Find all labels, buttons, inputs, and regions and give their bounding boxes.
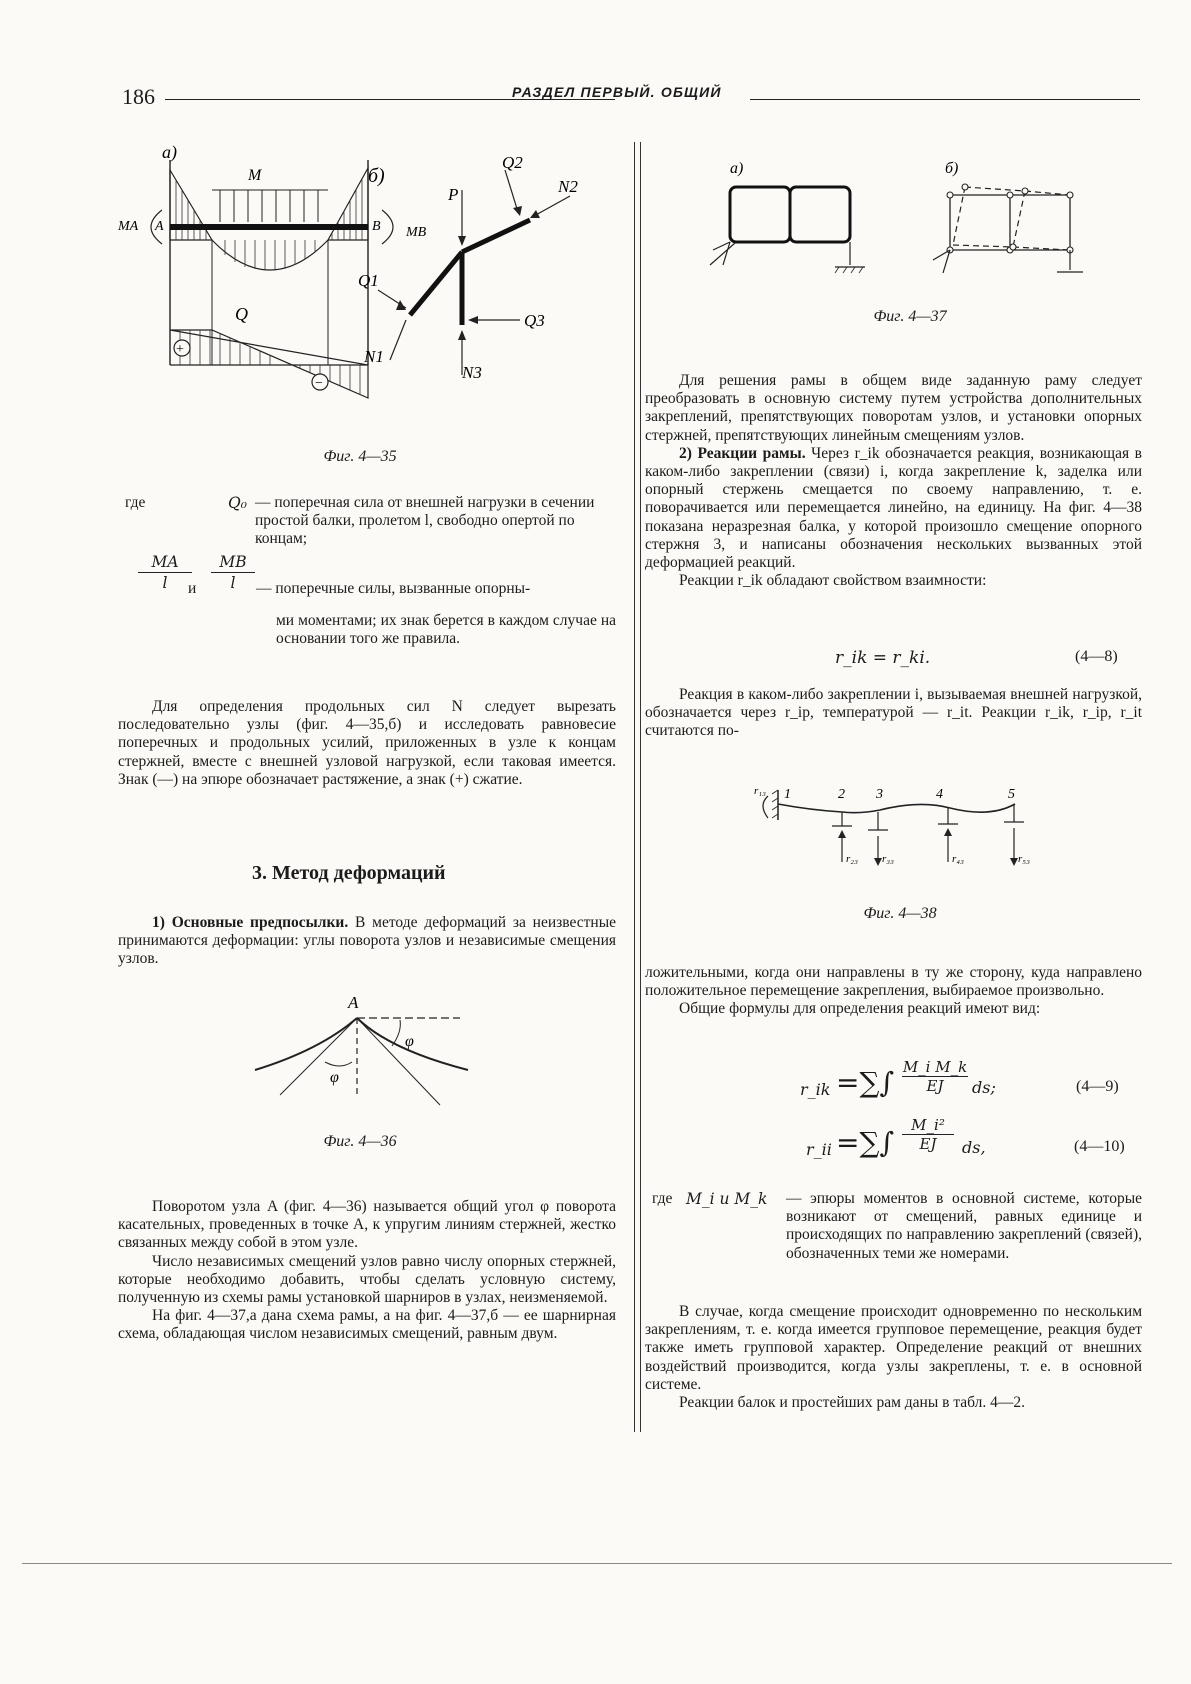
section-title: 3. Метод деформаций [252, 862, 446, 884]
para-fig37-text: На фиг. 4—37,а дана схема рамы, а на фиг. 4—37,б — ее шарнирная схема, обладающая числом независимых смещений, равным двум. [118, 1307, 616, 1343]
fig35-M: M [248, 167, 262, 184]
reactions-heading: 2) Реакции рамы. [679, 444, 806, 462]
fig38-node-3: 3 [876, 787, 883, 802]
eq9-numerator: M_i M_k [902, 1058, 968, 1076]
fig35-label-b: б) [368, 165, 385, 187]
frac-definition-rest: ми моментами; их знак берется в каждом случае на основании того же правила. [276, 612, 616, 648]
eq9-lhs: r_ik [800, 1080, 831, 1099]
figure-4-37 [695, 155, 1115, 295]
fig35-caption: Фиг. 4—35 [323, 448, 397, 465]
equation-4-8: r_ik = r_ki. [835, 648, 931, 668]
para-N-text: Для определения продольных сил N следует вырезать последовательно узлы (фиг. 4—35,б) и исследовать равновесие поперечных и продольных усилий, приложенных в узле к концам стержней, вместе с внешней узловой нагрузкой, если таковая имеется. Знак (—) на эпюре обозначает растяжение, а знак (+) сжатие. [118, 698, 616, 788]
paragraph-positive [645, 964, 1142, 1019]
mi-mk-symbols: M_i и M_k [686, 1190, 768, 1208]
paragraph-solve [645, 372, 1142, 590]
figure-4-36 [240, 990, 480, 1110]
frac2-bar [211, 572, 255, 573]
q0-symbol: Q₀ [228, 494, 247, 512]
fig36-A: A [348, 993, 359, 1012]
fig35-N1: N1 [364, 347, 384, 366]
fig35-MA: MA [118, 219, 139, 234]
equation-4-8-number: (4—8) [1075, 648, 1118, 665]
reciprocity-text: Реакции r_ik обладают свойством взаимности: [679, 572, 987, 590]
fig35-Q: Q [235, 304, 248, 324]
eq10-tail: ds, [962, 1138, 986, 1157]
fig38-node-2: 2 [838, 787, 845, 802]
figure-4-38 [750, 780, 1050, 890]
fig38-node-1: 1 [784, 787, 791, 802]
eq10-fraction [902, 1116, 954, 1153]
running-head: РАЗДЕЛ ПЕРВЫЙ. ОБЩИЙ [512, 84, 722, 100]
header-rule-right [750, 99, 1140, 100]
frac-definition-line1: — поперечные силы, вызванные опорны- [256, 580, 531, 597]
fig35-B: B [372, 219, 381, 234]
eq9-number: (4—9) [1076, 1078, 1119, 1095]
q0-definition: — поперечная сила от внешней нагрузки в сечении простой балки, пролетом l, свободно опертой по концам; [255, 494, 595, 548]
fig37-caption: Фиг. 4—37 [873, 308, 947, 325]
para-solve-text: Для решения рамы в общем виде заданную раму следует преобразовать в основную систему путем устройства дополнительных закреплений, препятствующих поворотам узлов, и установки опорных стержней, препятствующих линейным смещениям узлов. [645, 372, 1142, 444]
where-label: где [125, 494, 146, 511]
para-rip-text: Реакция в каком-либо закреплении i, вызываемая внешней нагрузкой, обозначается через r_ip, температурой — r_it. Реакции r_ik, r_ip, r_it считаются по- [645, 686, 1142, 740]
where2-label: где [652, 1190, 673, 1207]
eq9-sum-sign: =∑∫ [836, 1066, 895, 1099]
eq10-sum-sign: =∑∫ [836, 1126, 895, 1159]
fig38-r13: r₁₃ [754, 785, 766, 797]
fig35-Q3: Q3 [524, 311, 545, 330]
para-pos-text: ложительными, когда они направлены в ту же сторону, куда направлено положительное перемещение закрепления, выбираемое произвольно. [645, 964, 1142, 1000]
para-rot-text: Поворотом узла A (фиг. 4—36) называется общий угол φ поворота касательных, проведенных в точке A, к упругим линиям стержней, жестко связанных между собой в этом узле. [118, 1198, 616, 1252]
eq10-denominator: EJ [919, 1135, 937, 1153]
fig35-P: P [448, 185, 459, 204]
fig35-Q1: Q1 [358, 271, 379, 290]
fig36-phi-1: φ [330, 1069, 339, 1086]
page-number: 186 [122, 84, 155, 109]
fig36-caption: Фиг. 4—36 [323, 1133, 397, 1150]
para-group-text: В случае, когда смещение происходит одновременно по нескольким закреплениям, т. е. когда имеется групповое перемещение, реакция будет также иметь групповой характер. Определение реакций от внешних воздействий производится, когда узлы закреплены, т. е. в основной системе. [645, 1303, 1142, 1393]
mi-mk-definition: — эпюры моментов в основной системе, которые возникают от смещений, равных единице и происходящих по направлению закреплений (связей), обозначенных теми же номерами. [786, 1190, 1142, 1262]
fig35-minus: − [315, 376, 323, 391]
and-word: и [188, 580, 197, 597]
eq9-tail: ds; [972, 1078, 996, 1097]
fig35-N2: N2 [558, 177, 578, 196]
fig38-r23: r₂₃ [846, 853, 858, 865]
para-num-text: Число независимых смещений узлов равно числу опорных стержней, которые необходимо добавить, чтобы сделать условную систему, полученную из схемы рамы установкой шарниров в узлах, неизменяемой. [118, 1252, 616, 1307]
column-divider [634, 142, 635, 1432]
fig38-r33: r₃₃ [882, 853, 894, 865]
paragraph-group [645, 1303, 1142, 1412]
figure-4-35 [110, 140, 630, 440]
paragraph-premises [118, 914, 616, 969]
premises-text: В методе деформаций за неизвестные принимаются деформации: углы поворота узлов и независимые смещения узлов. [118, 914, 616, 968]
fig38-node-4: 4 [936, 787, 943, 802]
eq9-fraction [902, 1058, 968, 1095]
fig37-label-b: б) [945, 160, 959, 177]
fraction-mb-l [203, 553, 263, 592]
fig35-Q2: Q2 [502, 153, 523, 172]
paragraph-rip [645, 686, 1142, 741]
fig35-A: A [155, 219, 164, 234]
reactions-text: Через r_ik обозначается реакция, возникающая в каком-либо закреплении (связи) i, когда закрепление k, заделка или опорный стержень смещается по своему направлению, т. е. поворачивается или перемещается линейно, на единицу. На фиг. 4—38 показана неразрезная балка, у которой произошло смещение опорного стержня 3, и написаны обозначения нескольких вызванных этой деформацией реакций. [645, 444, 1142, 572]
fig36-phi-2: φ [405, 1033, 414, 1050]
frac1-numerator: MA [151, 553, 179, 571]
fig38-r53: r₅₃ [1018, 853, 1030, 865]
fig38-r43: r₄₃ [952, 853, 964, 865]
fig37-label-a: а) [730, 160, 744, 177]
frac1-denominator: l [162, 574, 168, 593]
paragraph-normal-forces [118, 698, 616, 789]
para-table-text: Реакции балок и простейших рам даны в табл. 4—2. [679, 1394, 1026, 1412]
fig35-MB: MB [406, 225, 427, 240]
fig35-label-a: а) [162, 142, 177, 162]
column-divider-inner [640, 142, 641, 1432]
frac2-denominator: l [230, 574, 236, 593]
eq10-lhs: r_ii [806, 1140, 832, 1159]
fig35-N3: N3 [462, 363, 482, 382]
fig38-node-5: 5 [1008, 787, 1015, 802]
frac2-numerator: MB [219, 553, 247, 571]
para-general-text: Общие формулы для определения реакций имеют вид: [679, 1000, 1041, 1018]
premises-heading: 1) Основные предпосылки. [152, 914, 349, 931]
page-bottom-rule [22, 1563, 1172, 1564]
eq9-denominator: EJ [926, 1077, 944, 1095]
paragraph-rotation [118, 1198, 616, 1344]
eq10-number: (4—10) [1074, 1138, 1125, 1155]
eq10-numerator: M_i² [911, 1116, 945, 1134]
fig35-plus: + [176, 342, 184, 357]
fig38-caption: Фиг. 4—38 [863, 905, 937, 922]
frac1-bar [138, 572, 192, 573]
